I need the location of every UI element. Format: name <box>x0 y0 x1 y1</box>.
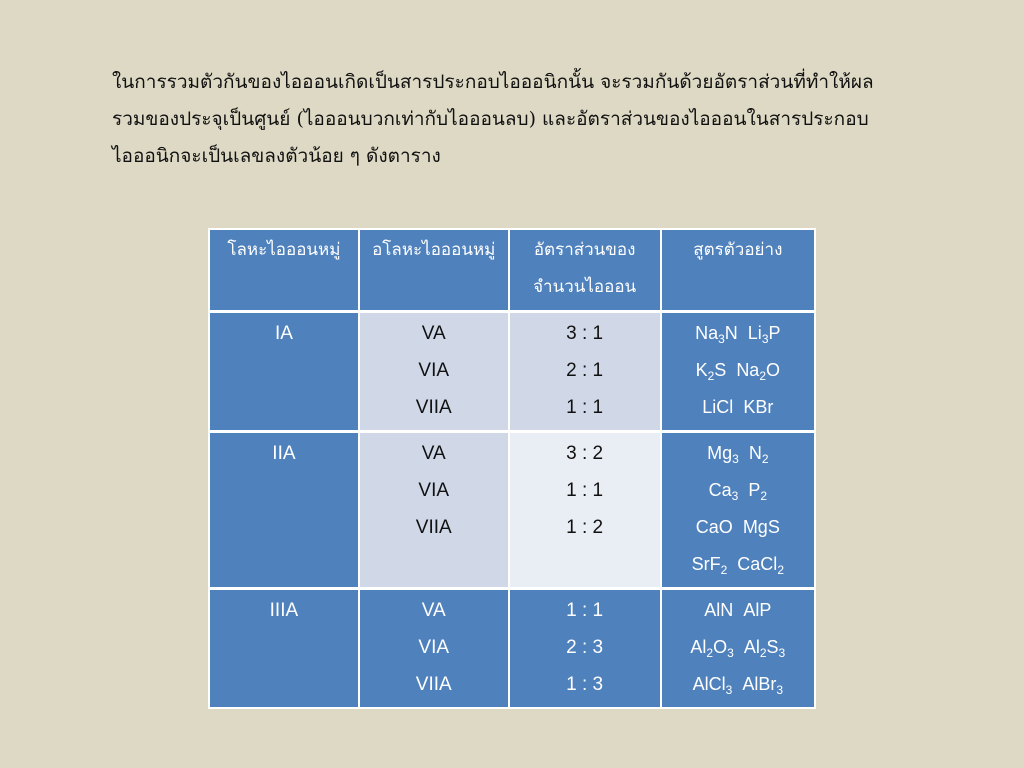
formula-line: AlCl$_3$ AlBr$_3$ <box>692 674 784 697</box>
header-nonmetal-group: อโลหะไอออนหมู่ <box>359 229 509 312</box>
nonmetal-group-cell <box>359 432 509 589</box>
nonmetal-group-cell <box>359 312 509 432</box>
ion-ratio-value: 2 : 1 <box>566 360 604 381</box>
table-row <box>209 432 815 589</box>
ion-ratio-cell <box>509 589 661 709</box>
ion-ratio-cell <box>509 432 661 589</box>
nonmetal-group-label: VIIA <box>415 674 452 695</box>
formula-line: SrF$_2$ CaCl$_2$ <box>691 554 784 577</box>
nonmetal-group-label: VA <box>421 323 446 344</box>
formula-line: $Mg_3$ $N_2$ <box>707 443 769 466</box>
nonmetal-group-label: VIA <box>418 360 450 381</box>
nonmetal-group-label: VA <box>421 443 446 464</box>
ion-ratio-value: 3 : 2 <box>566 443 604 464</box>
nonmetal-group-label: VIA <box>418 480 450 501</box>
metal-group-cell <box>209 312 359 432</box>
header-ion-ratio: อัตราส่วนของจำนวนไอออน <box>509 229 661 312</box>
metal-group-cell <box>209 589 359 709</box>
metal-group-label: IA <box>274 323 293 344</box>
ion-ratio-table <box>208 228 816 709</box>
formula-line: $K_2S$ $Na_2O$ <box>695 360 781 383</box>
intro-paragraph <box>112 64 932 175</box>
ion-ratio-cell <box>509 312 661 432</box>
example-formula-cell <box>661 432 815 589</box>
example-formula-cell <box>661 312 815 432</box>
table-row <box>209 589 815 709</box>
nonmetal-group-label: VIA <box>418 637 450 658</box>
formula-line: $Na_3N$ $Li_3P$ <box>695 323 781 346</box>
formula-line: $Al_2O_3$ $Al_2S_3$ <box>690 637 786 660</box>
intro-line-1: ในการรวมตัวกันของไอออนเกิดเป็นสารประกอบไอออนิกนั้น จะรวมกันด้วยอัตราส่วนที่ทำให้ผล <box>112 71 874 93</box>
ion-ratio-value: 1 : 2 <box>566 517 604 538</box>
metal-group-label: IIA <box>272 443 296 464</box>
intro-line-2: รวมของประจุเป็นศูนย์ (ไอออนบวกเท่ากับไอออนลบ) และอัตราส่วนของไอออนในสารประกอบ <box>112 108 869 130</box>
formula-line: CaO MgS <box>695 517 780 537</box>
intro-line-3: ไอออนิกจะเป็นเลขลงตัวน้อย ๆ ดังตาราง <box>112 145 441 167</box>
nonmetal-group-label: VA <box>421 600 446 621</box>
ion-ratio-value: 1 : 1 <box>566 600 604 621</box>
nonmetal-group-label: VIIA <box>415 397 452 418</box>
ion-ratio-value: 1 : 1 <box>566 480 604 501</box>
example-formula-cell <box>661 589 815 709</box>
formula-line: $Ca_3$ $P_2$ <box>708 480 768 503</box>
table-header-row <box>209 229 815 312</box>
header-metal-group: โลหะไอออนหมู่ <box>209 229 359 312</box>
ion-ratio-value: 1 : 1 <box>566 397 604 418</box>
ion-ratio-value: 2 : 3 <box>566 637 604 658</box>
formula-line: AlN AlP <box>704 600 772 620</box>
metal-group-cell <box>209 432 359 589</box>
table-row <box>209 312 815 432</box>
ion-ratio-value: 1 : 3 <box>566 674 604 695</box>
ion-ratio-value: 3 : 1 <box>566 323 604 344</box>
nonmetal-group-label: VIIA <box>415 517 452 538</box>
table-body <box>209 312 815 709</box>
metal-group-label: IIIA <box>269 600 299 621</box>
header-example-formula: สูตรตัวอย่าง <box>661 229 815 312</box>
nonmetal-group-cell <box>359 589 509 709</box>
formula-line: LiCl KBr <box>702 397 774 417</box>
